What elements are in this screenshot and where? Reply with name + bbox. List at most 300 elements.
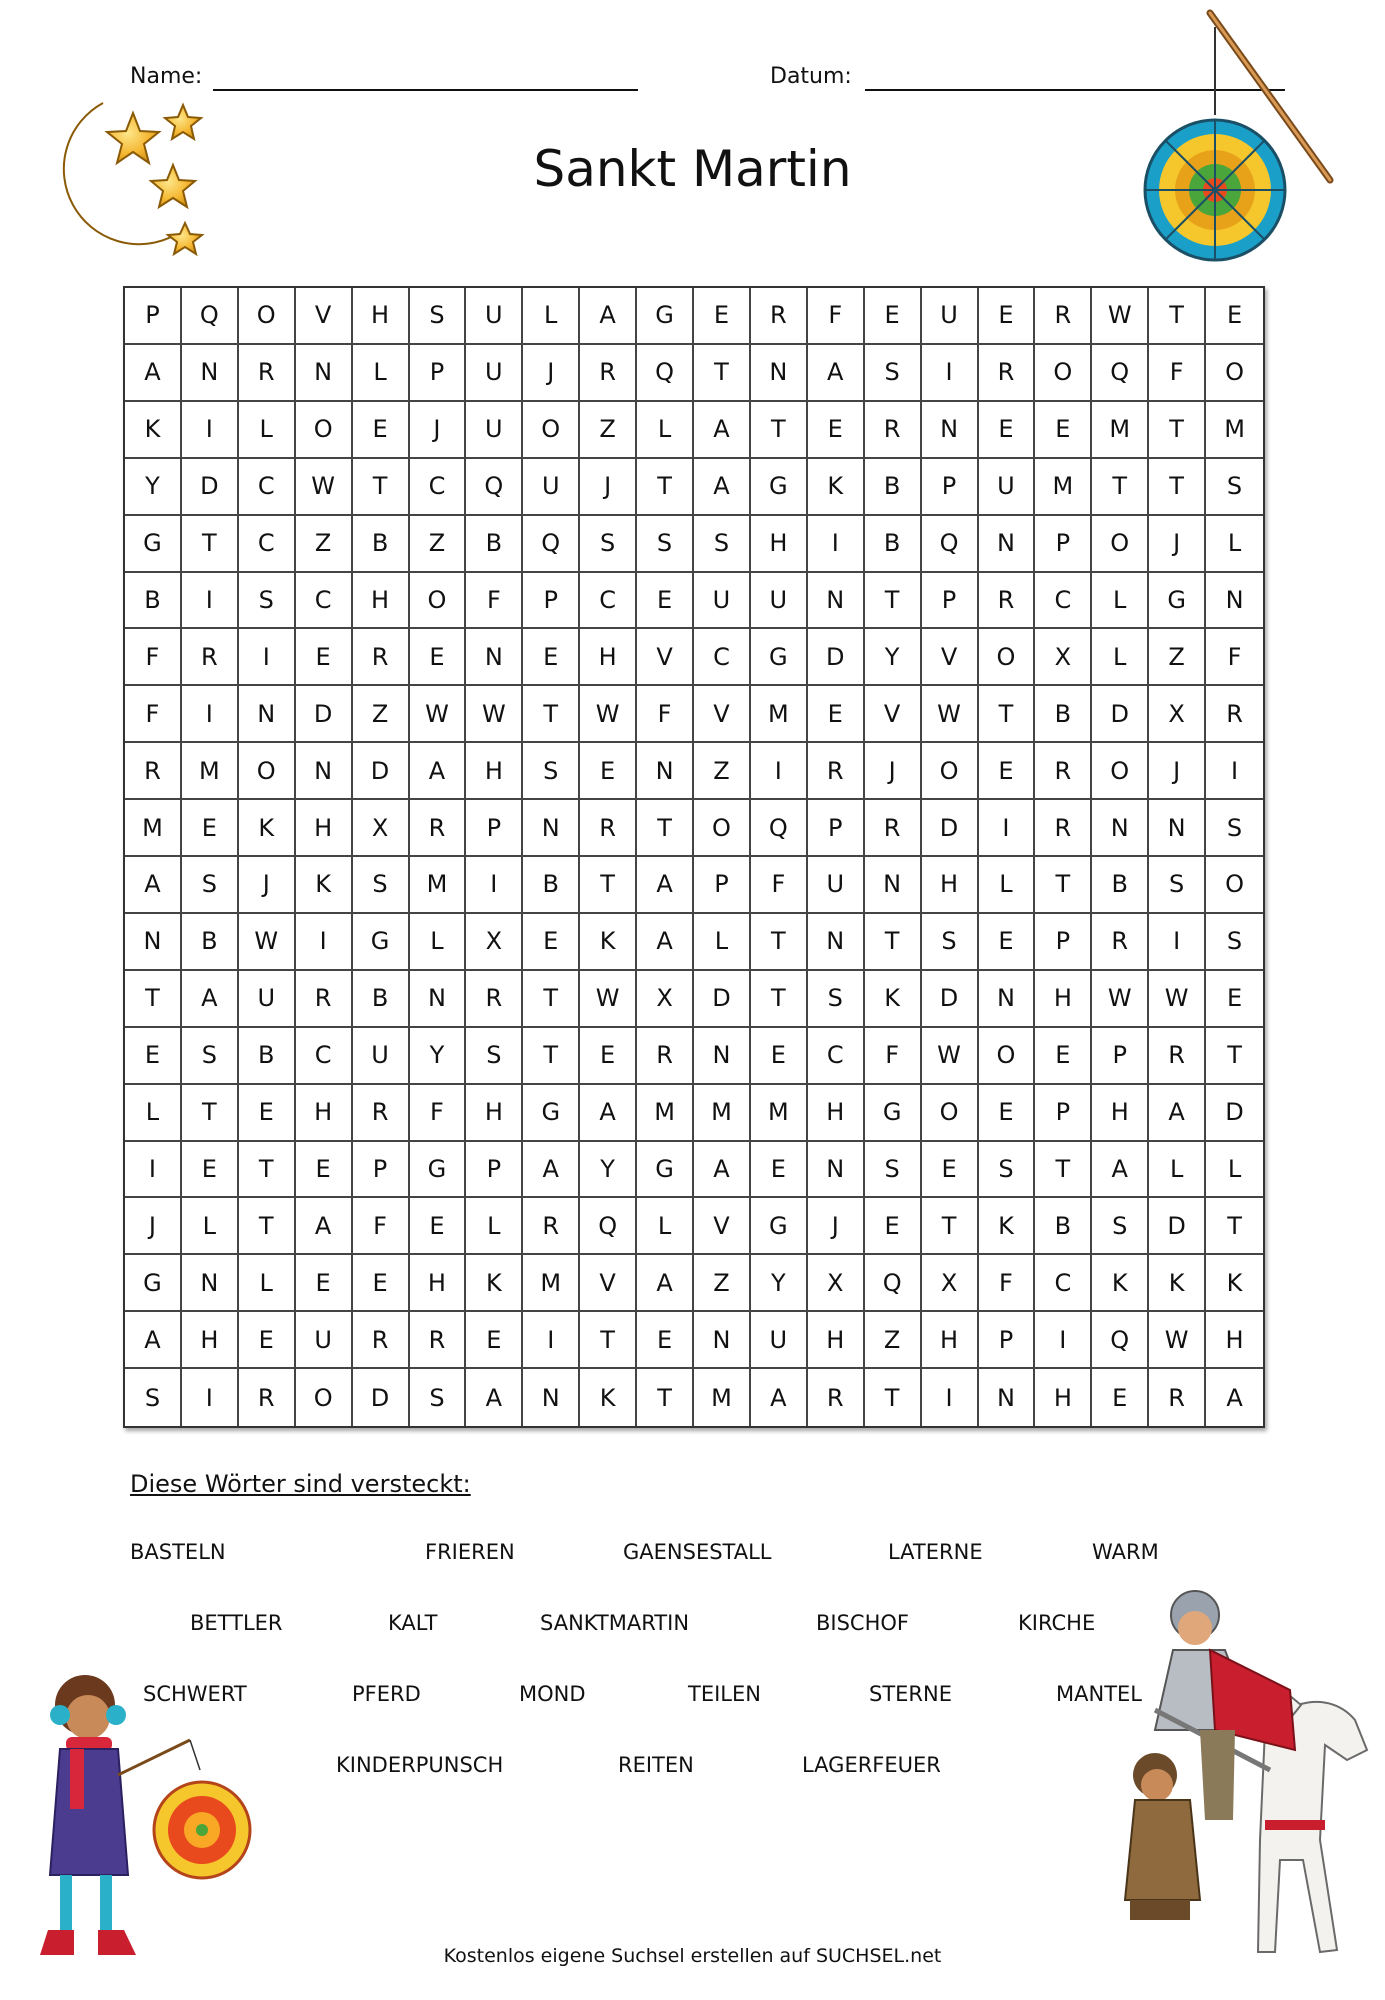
grid-cell: T [1092, 459, 1149, 516]
grid-cell: I [1035, 1312, 1092, 1369]
word-item: KIRCHE [1018, 1611, 1096, 1635]
grid-cell: O [410, 573, 467, 630]
grid-cell: E [808, 686, 865, 743]
grid-cell: Q [466, 459, 523, 516]
grid-cell: A [580, 1085, 637, 1142]
grid-cell: N [808, 914, 865, 971]
grid-cell: S [865, 1142, 922, 1199]
grid-cell: L [637, 402, 694, 459]
grid-cell: R [239, 345, 296, 402]
grid-cell: H [410, 1255, 467, 1312]
grid-cell: I [182, 686, 239, 743]
grid-cell: Z [353, 686, 410, 743]
grid-cell: T [922, 1198, 979, 1255]
grid-cell: D [808, 629, 865, 686]
grid-cell: P [466, 1142, 523, 1199]
grid-cell: R [979, 573, 1036, 630]
grid-cell: H [353, 288, 410, 345]
word-item: SANKTMARTIN [540, 1611, 690, 1635]
grid-cell: J [125, 1198, 182, 1255]
grid-cell: X [922, 1255, 979, 1312]
grid-cell: I [979, 800, 1036, 857]
word-item: MANTEL [1056, 1682, 1142, 1706]
grid-cell: W [466, 686, 523, 743]
grid-cell: L [637, 1198, 694, 1255]
grid-cell: R [1035, 288, 1092, 345]
grid-cell: U [922, 288, 979, 345]
grid-cell: R [751, 288, 808, 345]
word-item: BISCHOF [816, 1611, 909, 1635]
grid-cell: A [410, 743, 467, 800]
grid-cell: S [410, 1369, 467, 1426]
moon-stars-icon [25, 95, 215, 265]
grid-cell: B [1092, 857, 1149, 914]
saint-martin-horse-icon [1115, 1580, 1380, 1970]
grid-cell: B [353, 516, 410, 573]
grid-cell: S [353, 857, 410, 914]
grid-cell: W [580, 971, 637, 1028]
grid-cell: R [580, 800, 637, 857]
grid-cell: A [637, 914, 694, 971]
grid-cell: R [410, 1312, 467, 1369]
grid-cell: E [125, 1028, 182, 1085]
grid-cell: H [466, 1085, 523, 1142]
grid-cell: V [296, 288, 353, 345]
grid-cell: L [1206, 516, 1263, 573]
grid-cell: E [1035, 402, 1092, 459]
grid-cell: T [751, 971, 808, 1028]
grid-cell: S [694, 516, 751, 573]
grid-cell: D [1092, 686, 1149, 743]
grid-cell: C [296, 1028, 353, 1085]
grid-cell: B [125, 573, 182, 630]
grid-cell: Y [125, 459, 182, 516]
grid-cell: N [979, 516, 1036, 573]
grid-cell: W [1092, 288, 1149, 345]
grid-cell: E [239, 1312, 296, 1369]
grid-cell: R [125, 743, 182, 800]
grid-cell: F [353, 1198, 410, 1255]
grid-cell: H [182, 1312, 239, 1369]
grid-cell: Y [410, 1028, 467, 1085]
grid-cell: R [239, 1369, 296, 1426]
grid-cell: E [979, 402, 1036, 459]
grid-cell: E [979, 288, 1036, 345]
grid-cell: K [1149, 1255, 1206, 1312]
grid-cell: N [637, 743, 694, 800]
grid-cell: E [296, 629, 353, 686]
grid-cell: I [808, 516, 865, 573]
grid-cell: W [1149, 1312, 1206, 1369]
grid-cell: T [1149, 459, 1206, 516]
grid-cell: N [296, 743, 353, 800]
footer-note: Kostenlos eigene Suchsel erstellen auf SUCHSEL.net [443, 1945, 942, 1967]
grid-cell: I [296, 914, 353, 971]
grid-cell: D [922, 800, 979, 857]
grid-cell: U [694, 573, 751, 630]
grid-cell: U [751, 1312, 808, 1369]
grid-cell: L [1206, 1142, 1263, 1199]
grid-cell: T [865, 914, 922, 971]
grid-cell: D [1149, 1198, 1206, 1255]
grid-cell: B [523, 857, 580, 914]
grid-cell: C [1035, 1255, 1092, 1312]
grid-cell: I [523, 1312, 580, 1369]
grid-cell: A [125, 345, 182, 402]
word-item: WARM [1092, 1540, 1159, 1564]
word-item: STERNE [869, 1682, 952, 1706]
name-line[interactable] [213, 89, 638, 91]
grid-cell: S [1149, 857, 1206, 914]
grid-cell: X [353, 800, 410, 857]
grid-cell: A [1092, 1142, 1149, 1199]
grid-cell: R [865, 800, 922, 857]
grid-cell: Y [580, 1142, 637, 1199]
grid-cell: E [296, 1255, 353, 1312]
grid-cell: L [1092, 629, 1149, 686]
grid-cell: E [182, 1142, 239, 1199]
grid-cell: V [637, 629, 694, 686]
grid-cell: S [979, 1142, 1036, 1199]
grid-cell: S [1206, 914, 1263, 971]
grid-cell: E [751, 1142, 808, 1199]
grid-cell: P [1035, 516, 1092, 573]
grid-cell: E [1092, 1369, 1149, 1426]
grid-cell: K [979, 1198, 1036, 1255]
grid-cell: U [808, 857, 865, 914]
grid-cell: X [1149, 686, 1206, 743]
grid-cell: T [523, 971, 580, 1028]
grid-cell: O [922, 1085, 979, 1142]
grid-cell: Z [865, 1312, 922, 1369]
grid-cell: S [410, 288, 467, 345]
grid-cell: I [466, 857, 523, 914]
date-label: Datum: [770, 64, 852, 89]
grid-cell: S [239, 573, 296, 630]
grid-cell: C [808, 1028, 865, 1085]
grid-cell: E [979, 914, 1036, 971]
grid-cell: M [523, 1255, 580, 1312]
grid-cell: N [751, 345, 808, 402]
grid-cell: B [239, 1028, 296, 1085]
grid-cell: N [182, 1255, 239, 1312]
grid-cell: W [922, 1028, 979, 1085]
grid-cell: C [239, 459, 296, 516]
grid-cell: H [296, 800, 353, 857]
grid-cell: R [580, 345, 637, 402]
grid-cell: M [694, 1085, 751, 1142]
grid-cell: I [182, 1369, 239, 1426]
grid-cell: S [182, 857, 239, 914]
grid-cell: F [410, 1085, 467, 1142]
grid-cell: T [637, 1369, 694, 1426]
grid-cell: A [580, 288, 637, 345]
grid-cell: S [808, 971, 865, 1028]
grid-cell: S [1206, 459, 1263, 516]
grid-cell: E [979, 1085, 1036, 1142]
grid-cell: J [523, 345, 580, 402]
grid-cell: N [296, 345, 353, 402]
grid-cell: T [865, 573, 922, 630]
grid-cell: E [979, 743, 1036, 800]
grid-cell: L [1149, 1142, 1206, 1199]
grid-cell: Q [182, 288, 239, 345]
grid-cell: N [1149, 800, 1206, 857]
grid-cell: A [182, 971, 239, 1028]
grid-cell: W [1149, 971, 1206, 1028]
grid-cell: S [1092, 1198, 1149, 1255]
grid-cell: R [466, 971, 523, 1028]
grid-cell: T [751, 402, 808, 459]
grid-cell: J [410, 402, 467, 459]
grid-cell: N [125, 914, 182, 971]
word-search-grid [123, 286, 1265, 1428]
words-heading: Diese Wörter sind versteckt: [130, 1470, 471, 1498]
grid-cell: T [125, 971, 182, 1028]
grid-cell: P [410, 345, 467, 402]
grid-cell: M [1206, 402, 1263, 459]
grid-cell: L [1092, 573, 1149, 630]
grid-cell: X [637, 971, 694, 1028]
grid-cell: D [182, 459, 239, 516]
grid-cell: E [1035, 1028, 1092, 1085]
grid-cell: N [523, 800, 580, 857]
grid-cell: E [922, 1142, 979, 1199]
grid-cell: P [808, 800, 865, 857]
grid-cell: E [239, 1085, 296, 1142]
grid-cell: O [979, 1028, 1036, 1085]
grid-cell: J [1149, 516, 1206, 573]
grid-cell: R [1149, 1028, 1206, 1085]
grid-cell: D [1206, 1085, 1263, 1142]
grid-cell: E [353, 1255, 410, 1312]
grid-cell: P [694, 857, 751, 914]
grid-cell: A [694, 402, 751, 459]
grid-cell: R [1206, 686, 1263, 743]
grid-cell: K [865, 971, 922, 1028]
grid-cell: N [922, 402, 979, 459]
grid-cell: V [694, 686, 751, 743]
grid-cell: T [1206, 1198, 1263, 1255]
grid-cell: W [239, 914, 296, 971]
grid-cell: G [410, 1142, 467, 1199]
grid-cell: W [580, 686, 637, 743]
grid-cell: E [580, 743, 637, 800]
grid-cell: E [637, 1312, 694, 1369]
grid-cell: H [922, 857, 979, 914]
grid-cell: G [637, 288, 694, 345]
grid-cell: R [182, 629, 239, 686]
grid-cell: G [125, 1255, 182, 1312]
grid-cell: P [466, 800, 523, 857]
grid-cell: N [979, 971, 1036, 1028]
grid-cell: E [808, 402, 865, 459]
girl-with-lantern-icon [0, 1665, 260, 1980]
grid-cell: O [1092, 516, 1149, 573]
grid-cell: M [694, 1369, 751, 1426]
word-item: FRIEREN [425, 1540, 515, 1564]
grid-cell: Z [1149, 629, 1206, 686]
grid-cell: Z [694, 743, 751, 800]
grid-cell: P [979, 1312, 1036, 1369]
grid-cell: P [922, 459, 979, 516]
grid-cell: I [1206, 743, 1263, 800]
grid-cell: T [182, 516, 239, 573]
grid-cell: O [296, 402, 353, 459]
grid-cell: N [182, 345, 239, 402]
grid-cell: B [865, 516, 922, 573]
grid-cell: E [751, 1028, 808, 1085]
grid-cell: M [410, 857, 467, 914]
grid-cell: F [1149, 345, 1206, 402]
grid-cell: Q [580, 1198, 637, 1255]
grid-cell: P [125, 288, 182, 345]
grid-cell: V [922, 629, 979, 686]
grid-cell: N [694, 1028, 751, 1085]
grid-cell: F [979, 1255, 1036, 1312]
grid-cell: B [182, 914, 239, 971]
grid-cell: A [1149, 1085, 1206, 1142]
grid-cell: S [182, 1028, 239, 1085]
grid-cell: A [808, 345, 865, 402]
grid-cell: G [125, 516, 182, 573]
grid-cell: J [580, 459, 637, 516]
grid-cell: Q [1092, 345, 1149, 402]
grid-cell: B [1035, 1198, 1092, 1255]
grid-cell: N [1206, 573, 1263, 630]
grid-cell: H [751, 516, 808, 573]
grid-cell: T [1149, 288, 1206, 345]
grid-cell: G [523, 1085, 580, 1142]
grid-cell: E [865, 1198, 922, 1255]
grid-cell: P [922, 573, 979, 630]
grid-cell: C [239, 516, 296, 573]
grid-cell: S [125, 1369, 182, 1426]
grid-cell: B [353, 971, 410, 1028]
grid-cell: L [410, 914, 467, 971]
grid-cell: E [523, 914, 580, 971]
grid-cell: R [637, 1028, 694, 1085]
grid-cell: T [865, 1369, 922, 1426]
grid-cell: K [125, 402, 182, 459]
grid-cell: T [1035, 1142, 1092, 1199]
word-item: TEILEN [688, 1682, 761, 1706]
grid-cell: O [523, 402, 580, 459]
grid-cell: U [296, 1312, 353, 1369]
grid-cell: I [922, 345, 979, 402]
grid-cell: W [1092, 971, 1149, 1028]
grid-cell: T [979, 686, 1036, 743]
grid-cell: S [922, 914, 979, 971]
grid-cell: R [353, 1312, 410, 1369]
grid-cell: J [865, 743, 922, 800]
grid-cell: T [1149, 402, 1206, 459]
word-item: KALT [388, 1611, 438, 1635]
grid-cell: A [637, 857, 694, 914]
grid-cell: T [239, 1142, 296, 1199]
grid-cell: U [466, 345, 523, 402]
grid-cell: O [1206, 857, 1263, 914]
grid-cell: E [353, 402, 410, 459]
grid-cell: O [694, 800, 751, 857]
grid-cell: K [239, 800, 296, 857]
grid-cell: N [865, 857, 922, 914]
grid-cell: G [751, 629, 808, 686]
grid-cell: D [296, 686, 353, 743]
grid-cell: A [523, 1142, 580, 1199]
grid-cell: E [1206, 288, 1263, 345]
grid-cell: G [751, 459, 808, 516]
word-item: REITEN [618, 1753, 694, 1777]
grid-cell: D [353, 1369, 410, 1426]
grid-cell: R [353, 629, 410, 686]
grid-cell: Y [751, 1255, 808, 1312]
grid-cell: Q [637, 345, 694, 402]
grid-cell: H [353, 573, 410, 630]
grid-cell: C [296, 573, 353, 630]
grid-cell: X [1035, 629, 1092, 686]
grid-cell: C [580, 573, 637, 630]
grid-cell: K [1206, 1255, 1263, 1312]
grid-cell: M [182, 743, 239, 800]
word-item: PFERD [352, 1682, 421, 1706]
grid-cell: F [466, 573, 523, 630]
grid-cell: T [1206, 1028, 1263, 1085]
grid-cell: K [466, 1255, 523, 1312]
word-item: GAENSESTALL [623, 1540, 772, 1564]
grid-cell: S [523, 743, 580, 800]
grid-cell: C [1035, 573, 1092, 630]
grid-cell: L [523, 288, 580, 345]
grid-cell: T [580, 1312, 637, 1369]
grid-cell: T [523, 686, 580, 743]
grid-cell: J [239, 857, 296, 914]
grid-cell: F [751, 857, 808, 914]
grid-cell: W [410, 686, 467, 743]
grid-cell: F [637, 686, 694, 743]
grid-cell: O [1206, 345, 1263, 402]
grid-cell: L [694, 914, 751, 971]
grid-cell: Y [865, 629, 922, 686]
grid-cell: Q [865, 1255, 922, 1312]
grid-cell: O [979, 629, 1036, 686]
grid-cell: M [125, 800, 182, 857]
grid-cell: Q [1092, 1312, 1149, 1369]
grid-cell: I [125, 1142, 182, 1199]
grid-cell: S [865, 345, 922, 402]
grid-cell: R [979, 345, 1036, 402]
grid-cell: H [922, 1312, 979, 1369]
grid-cell: K [296, 857, 353, 914]
grid-cell: K [580, 1369, 637, 1426]
grid-cell: A [125, 1312, 182, 1369]
grid-cell: A [466, 1369, 523, 1426]
grid-cell: A [125, 857, 182, 914]
grid-cell: T [751, 914, 808, 971]
grid-cell: R [296, 971, 353, 1028]
grid-cell: N [808, 1142, 865, 1199]
grid-cell: H [1206, 1312, 1263, 1369]
grid-cell: A [296, 1198, 353, 1255]
grid-cell: I [922, 1369, 979, 1426]
grid-cell: L [979, 857, 1036, 914]
grid-cell: Q [751, 800, 808, 857]
grid-cell: H [1035, 971, 1092, 1028]
grid-cell: P [1035, 1085, 1092, 1142]
grid-cell: H [296, 1085, 353, 1142]
grid-cell: E [580, 1028, 637, 1085]
grid-cell: R [808, 743, 865, 800]
